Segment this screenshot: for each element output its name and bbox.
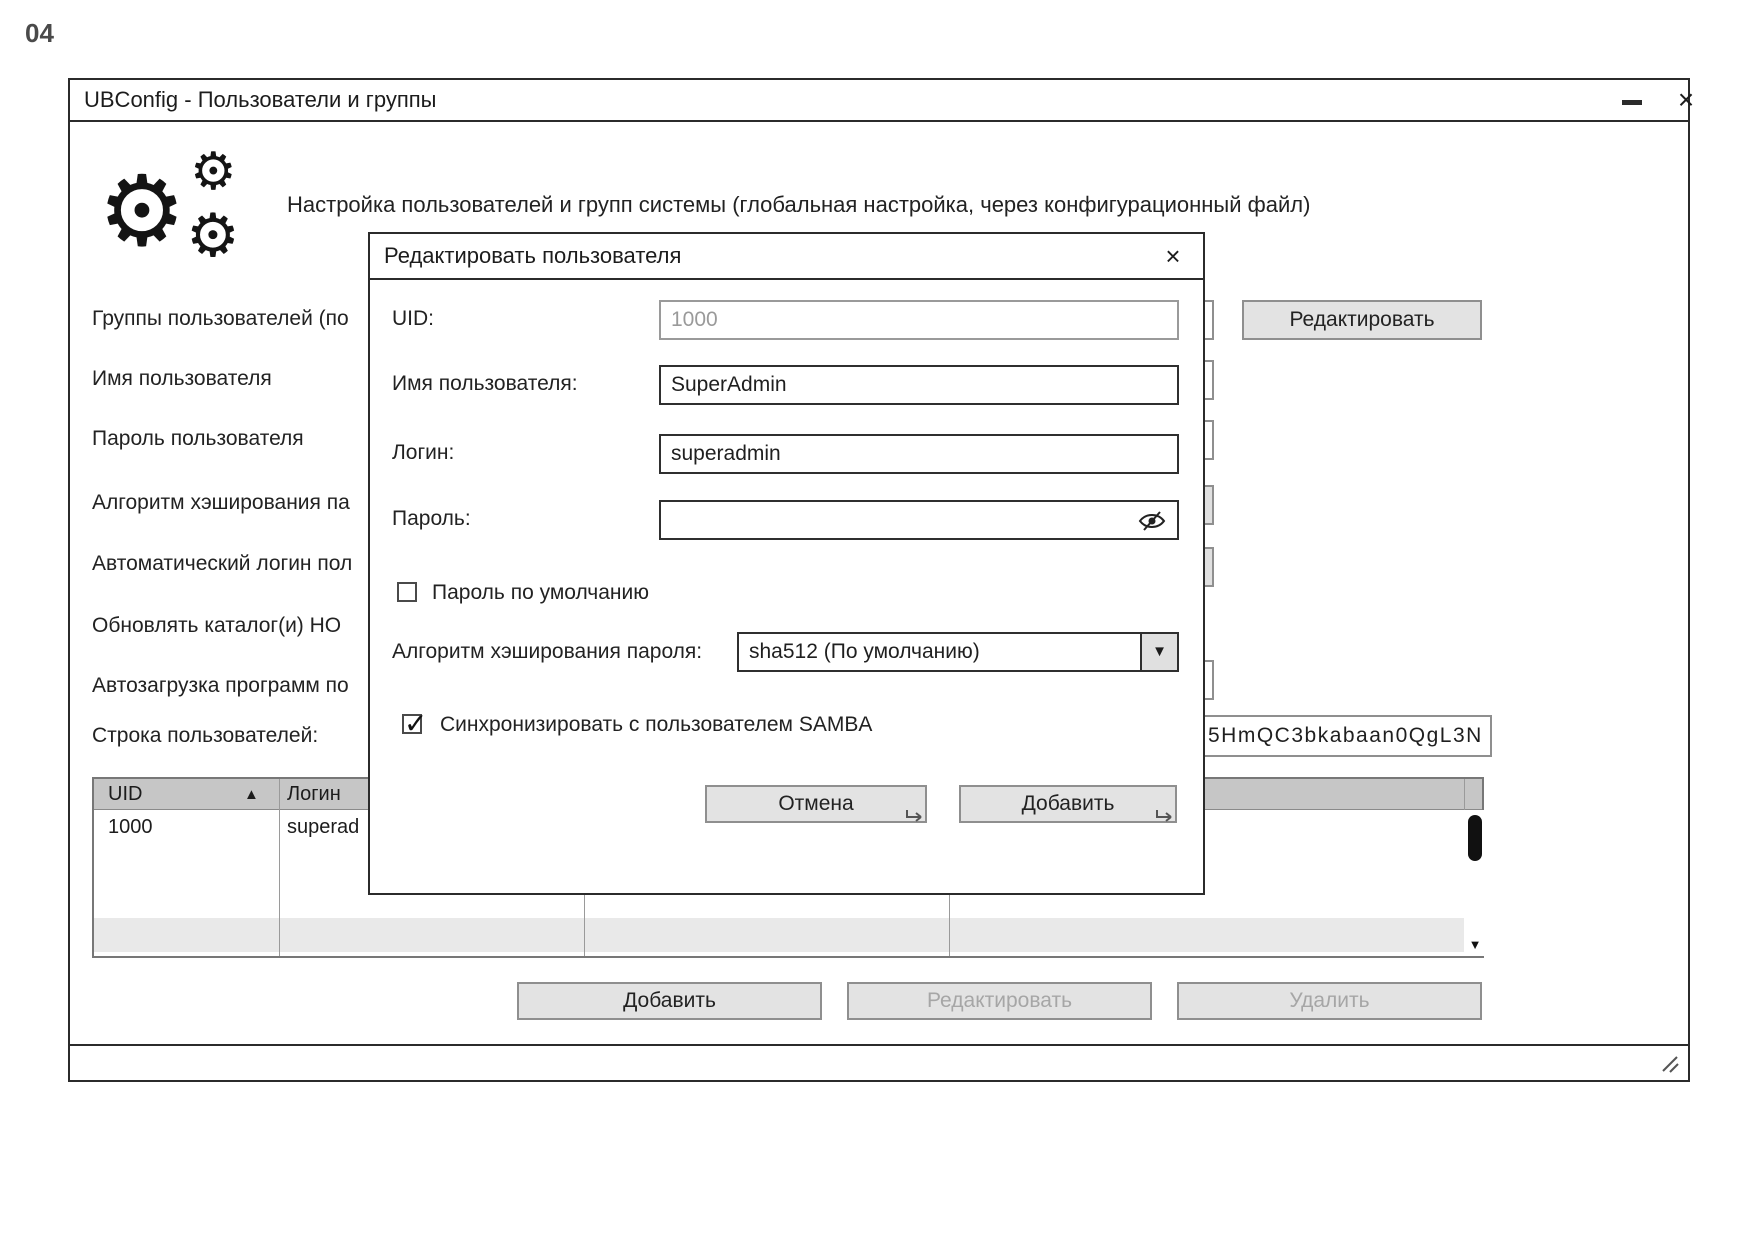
dialog-title: Редактировать пользователя [384,243,682,268]
samba-sync-checkbox[interactable] [402,708,428,739]
gear-large-icon: ⚙ [98,156,186,266]
algorithm-select[interactable]: sha512 (По умолчанию) [737,632,1142,672]
uid-label: UID: [392,307,434,330]
samba-sync-label: Синхронизировать с пользователем SAMBA [440,713,873,736]
label-auto-login: Автоматический логин пол [92,552,353,575]
label-user-name: Имя пользователя [92,367,272,390]
window-titlebar [70,80,1695,122]
password-label: Пароль: [392,507,471,530]
gears-icon [94,140,294,280]
login-label: Логин: [392,441,455,464]
login-field[interactable]: superadmin [659,434,1179,474]
default-password-checkbox[interactable] [397,582,417,602]
label-users-string: Строка пользователей: [92,724,319,747]
add-user-button[interactable]: Добавить [517,982,822,1020]
name-field[interactable]: SuperAdmin [659,365,1179,405]
password-field[interactable] [659,500,1179,540]
name-label: Имя пользователя: [392,372,578,395]
password-visibility-icon[interactable] [1136,510,1168,532]
uid-field: 1000 [659,300,1179,340]
scrollbar-thumb[interactable] [1468,815,1482,861]
figure-label: 04 [25,18,54,48]
gear-medium-icon: ⚙ [186,202,240,269]
window-title: UBConfig - Пользователи и группы [84,87,437,112]
table-header-login[interactable]: Логин [287,783,341,805]
dialog-titlebar [370,234,1203,280]
users-string-value: 5HmQC3bkabaan0QgL3N [1208,724,1483,747]
sort-asc-icon[interactable]: ▲ [244,786,259,803]
table-row[interactable] [94,918,1464,952]
delete-user-button[interactable]: Удалить [1177,982,1482,1020]
edit-user-button[interactable]: Редактировать [847,982,1152,1020]
default-password-label: Пароль по умолчанию [432,581,649,604]
cursor-arrow-icon [1154,808,1176,825]
scroll-down-icon[interactable]: ▼ [1468,937,1482,952]
minimize-icon[interactable] [1622,100,1642,105]
resize-grip-icon[interactable] [1656,1050,1680,1074]
algorithm-dropdown-icon[interactable]: ▼ [1140,632,1179,672]
label-update-home: Обновлять каталог(и) HO [92,614,342,637]
close-icon[interactable]: × [1677,84,1695,115]
cell-uid: 1000 [108,816,153,838]
edit-user-dialog [368,232,1205,895]
edit-groups-button[interactable]: Редактировать [1242,300,1482,340]
label-user-password: Пароль пользователя [92,427,304,450]
cancel-button[interactable]: Отмена [705,785,927,823]
check-icon: ✓ [404,708,428,739]
users-string-input[interactable] [1202,715,1492,757]
label-autostart: Автозагрузка программ по [92,674,349,697]
dialog-add-button[interactable]: Добавить [959,785,1177,823]
label-user-groups: Группы пользователей (по [92,307,349,330]
algorithm-label: Алгоритм хэширования пароля: [392,640,703,663]
table-header-uid[interactable]: UID [108,783,143,805]
vertical-scrollbar[interactable] [1464,810,1486,956]
page-description: Настройка пользователей и групп системы (глобальная настройка, через конфигурационный файл) [287,192,1311,217]
label-hash-algorithm: Алгоритм хэширования па [92,491,350,514]
dialog-close-icon[interactable]: × [1165,241,1181,271]
gear-small-icon: ⚙ [190,143,237,201]
status-bar [70,1044,1688,1080]
cell-login: superad [287,816,360,838]
column-divider [279,779,280,956]
cursor-arrow-icon [904,808,926,825]
